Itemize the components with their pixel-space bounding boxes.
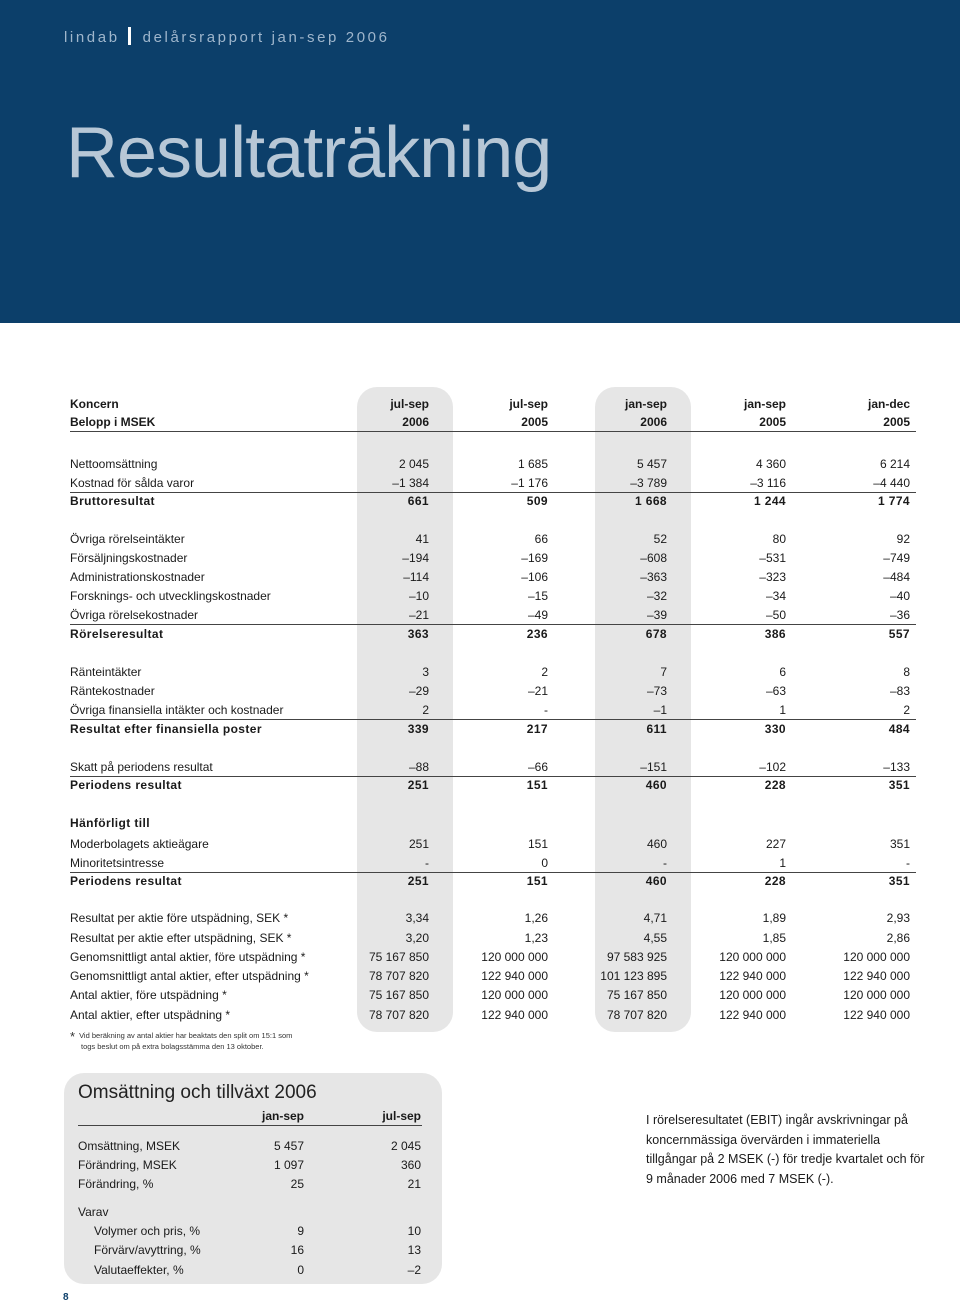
growth-header-cell: jan-sep xyxy=(261,1109,304,1123)
row-value: 251 xyxy=(407,778,429,792)
growth-label: Omsättning, MSEK xyxy=(78,1139,181,1153)
row-value: 122 940 000 xyxy=(719,969,786,983)
row-label: Periodens resultat xyxy=(70,778,182,792)
row-value: 363 xyxy=(407,627,429,641)
growth-label: Förändring, MSEK xyxy=(78,1158,177,1172)
header-band xyxy=(0,0,960,323)
row-value: 2 xyxy=(903,703,910,717)
growth-row xyxy=(78,1156,422,1175)
header-cell: 2006 xyxy=(402,415,429,429)
growth-label: Varav xyxy=(78,1205,109,1219)
growth-value: 10 xyxy=(407,1224,421,1238)
row-value: 351 xyxy=(889,837,910,851)
growth-row xyxy=(78,1203,422,1222)
row-value: 122 940 000 xyxy=(843,1008,910,1022)
row-value: 52 xyxy=(653,532,667,546)
row-value: 122 940 000 xyxy=(481,969,548,983)
row-value: –34 xyxy=(765,589,786,603)
growth-value: 13 xyxy=(407,1243,421,1257)
row-value: 92 xyxy=(896,532,910,546)
row-value: 251 xyxy=(407,874,429,888)
row-value: 6 xyxy=(779,665,786,679)
row-value: –169 xyxy=(521,551,548,565)
row-value: –114 xyxy=(403,570,429,584)
growth-row xyxy=(78,1137,422,1156)
row-value: 120 000 000 xyxy=(843,950,910,964)
row-value: –1 176 xyxy=(511,476,548,490)
row-label: Räntekostnader xyxy=(70,684,155,698)
row-label: Genomsnittligt antal aktier, efter utspädning * xyxy=(70,969,309,983)
row-value: 75 167 850 xyxy=(368,988,429,1002)
row-value: 7 xyxy=(660,665,667,679)
row-value: 78 707 820 xyxy=(606,1008,667,1022)
row-value: 1 685 xyxy=(517,457,548,471)
row-label: Försäljningskostnader xyxy=(70,551,188,565)
row-value: 460 xyxy=(645,874,667,888)
header-label: Koncern xyxy=(70,397,119,411)
row-value: 8 xyxy=(903,665,910,679)
table-row xyxy=(70,568,916,587)
row-value: - xyxy=(425,856,429,870)
row-value: –21 xyxy=(408,608,429,622)
table-row xyxy=(70,967,916,986)
growth-value: 1 097 xyxy=(273,1158,304,1172)
row-value: –73 xyxy=(646,684,667,698)
row-value: - xyxy=(544,703,548,717)
row-value: 228 xyxy=(764,874,786,888)
row-label: Periodens resultat xyxy=(70,874,182,888)
row-value: –323 xyxy=(759,570,786,584)
row-label: Bruttoresultat xyxy=(70,494,155,508)
row-value: 151 xyxy=(526,874,548,888)
row-value: –363 xyxy=(640,570,667,584)
row-value: –4 440 xyxy=(873,476,910,490)
table-row xyxy=(70,835,916,854)
growth-value: 360 xyxy=(400,1158,421,1172)
row-value: 228 xyxy=(764,778,786,792)
row-value: 1,23 xyxy=(524,931,548,945)
row-value: 78 707 820 xyxy=(368,1008,429,1022)
row-value: –3 789 xyxy=(630,476,667,490)
table-row xyxy=(70,492,916,511)
row-label: Resultat efter finansiella poster xyxy=(70,722,262,736)
row-value: 236 xyxy=(526,627,548,641)
row-value: –151 xyxy=(640,760,667,774)
row-label: Antal aktier, efter utspädning * xyxy=(70,1008,231,1022)
growth-header-row xyxy=(78,1107,422,1126)
row-value: –1 384 xyxy=(392,476,429,490)
row-value: 1 244 xyxy=(753,494,786,508)
row-value: –133 xyxy=(883,760,910,774)
row-value: 2,86 xyxy=(886,931,910,945)
row-value: –36 xyxy=(889,608,910,622)
growth-row xyxy=(78,1222,422,1241)
table-row xyxy=(70,474,916,493)
row-value: 386 xyxy=(764,627,786,641)
row-value: 78 707 820 xyxy=(368,969,429,983)
row-value: 101 123 895 xyxy=(600,969,667,983)
row-value: 120 000 000 xyxy=(719,988,786,1002)
growth-value: 5 457 xyxy=(273,1139,304,1153)
page-number: 8 xyxy=(63,1292,69,1303)
row-label: Övriga rörelseintäkter xyxy=(70,532,185,546)
header-cell: 2006 xyxy=(640,415,667,429)
row-value: 3,34 xyxy=(405,911,429,925)
row-value: –749 xyxy=(883,551,910,565)
row-value: –32 xyxy=(646,589,667,603)
row-value: 4 360 xyxy=(755,457,786,471)
row-value: –83 xyxy=(889,684,910,698)
row-value: –21 xyxy=(527,684,548,698)
header-cell: jan-dec xyxy=(867,397,910,411)
row-value: 1,85 xyxy=(762,931,786,945)
table-row xyxy=(70,625,916,644)
row-value: 120 000 000 xyxy=(719,950,786,964)
row-label: Kostnad för sålda varor xyxy=(70,476,195,490)
row-value: - xyxy=(663,856,667,870)
row-value: 120 000 000 xyxy=(843,988,910,1002)
row-label: Övriga rörelsekostnader xyxy=(70,608,199,622)
row-label: Genomsnittligt antal aktier, före utspädning * xyxy=(70,950,306,964)
growth-label: Valutaeffekter, % xyxy=(94,1263,184,1277)
row-value: 120 000 000 xyxy=(481,950,548,964)
row-value: 4,55 xyxy=(643,931,667,945)
row-value: 460 xyxy=(646,837,667,851)
row-value: 1,89 xyxy=(762,911,786,925)
row-value: 3 xyxy=(422,665,429,679)
table-row xyxy=(70,986,916,1005)
table-header-row xyxy=(70,413,916,432)
header-cell: 2005 xyxy=(759,415,786,429)
header-label: Belopp i MSEK xyxy=(70,415,156,429)
row-value: –63 xyxy=(765,684,786,698)
brand-line xyxy=(64,27,390,46)
table-row xyxy=(70,701,916,720)
row-value: 0 xyxy=(541,856,548,870)
growth-header-cell: jul-sep xyxy=(382,1109,421,1123)
row-value: 151 xyxy=(526,778,548,792)
row-value: 2,93 xyxy=(886,911,910,925)
table-row xyxy=(70,776,916,795)
row-value: –106 xyxy=(521,570,548,584)
report-subtitle: delårsrapport jan-sep 2006 xyxy=(142,29,390,46)
row-label: Skatt på periodens resultat xyxy=(70,760,213,774)
footnote-line: togs beslut om på extra bolagsstämma den 13 oktober. xyxy=(81,1042,264,1051)
row-value: 484 xyxy=(888,722,910,736)
row-value: 339 xyxy=(407,722,429,736)
row-value: - xyxy=(906,856,910,870)
growth-value: 0 xyxy=(297,1263,304,1277)
row-value: 75 167 850 xyxy=(606,988,667,1002)
growth-value: 9 xyxy=(297,1224,304,1238)
row-value: 330 xyxy=(764,722,786,736)
row-value: –29 xyxy=(408,684,429,698)
row-value: 6 214 xyxy=(879,457,910,471)
row-value: 557 xyxy=(888,627,910,641)
row-value: 122 940 000 xyxy=(481,1008,548,1022)
growth-title: Omsättning och tillväxt 2006 xyxy=(78,1082,317,1103)
row-value: 1 668 xyxy=(634,494,667,508)
growth-label: Volymer och pris, % xyxy=(94,1224,201,1238)
growth-value: 25 xyxy=(290,1177,304,1191)
row-value: 80 xyxy=(772,532,786,546)
row-label: Ränteintäkter xyxy=(70,665,142,679)
growth-row xyxy=(78,1175,422,1194)
row-value: –49 xyxy=(527,608,548,622)
row-value: 351 xyxy=(888,874,910,888)
row-value: 611 xyxy=(646,722,667,736)
row-value: 1 774 xyxy=(877,494,910,508)
ebit-note: I rörelseresultatet (EBIT) ingår avskrivningar på koncernmässiga övervärden i immateriella tillgångar på 2 MSEK (-) för tredje kvartalet och för 9 månader 2006 med 7 MSEK (-). xyxy=(646,1113,925,1186)
growth-label: Förvärv/avyttring, % xyxy=(94,1243,201,1257)
row-value: 2 xyxy=(541,665,548,679)
row-label: Resultat per aktie efter utspädning, SEK * xyxy=(70,931,292,945)
row-value: 2 045 xyxy=(398,457,429,471)
row-value: –1 xyxy=(653,703,667,717)
header-cell: jan-sep xyxy=(624,397,667,411)
row-label: Moderbolagets aktieägare xyxy=(70,837,209,851)
header-cell: jul-sep xyxy=(509,397,548,411)
table-row xyxy=(70,1006,916,1025)
row-value: –608 xyxy=(640,551,667,565)
row-value: 217 xyxy=(526,722,548,736)
table-row xyxy=(70,872,916,891)
header-cell: 2005 xyxy=(883,415,910,429)
row-value: –66 xyxy=(527,760,548,774)
row-value: –50 xyxy=(765,608,786,622)
growth-row xyxy=(78,1241,422,1260)
row-label: Minoritetsintresse xyxy=(70,856,165,870)
table-row xyxy=(70,758,916,777)
growth-value: 21 xyxy=(407,1177,421,1191)
footnote-asterisk: * xyxy=(70,1029,76,1044)
table-row xyxy=(70,530,916,549)
row-value: 5 457 xyxy=(636,457,667,471)
table-row xyxy=(70,909,916,928)
row-value: –88 xyxy=(408,760,429,774)
row-label: Nettoomsättning xyxy=(70,457,158,471)
row-value: 151 xyxy=(527,837,548,851)
row-value: 75 167 850 xyxy=(368,950,429,964)
row-value: 1 xyxy=(779,856,786,870)
row-value: –531 xyxy=(759,551,786,565)
row-label: Resultat per aktie före utspädning, SEK * xyxy=(70,911,289,925)
row-value: 460 xyxy=(645,778,667,792)
row-label: Hänförligt till xyxy=(70,816,150,830)
row-label: Övriga finansiella intäkter och kostnader xyxy=(70,703,284,717)
row-value: –102 xyxy=(759,760,786,774)
table-row xyxy=(70,720,916,739)
growth-value: –2 xyxy=(407,1263,421,1277)
table-row xyxy=(70,854,916,873)
row-value: 1 xyxy=(779,703,786,717)
row-value: –484 xyxy=(883,570,910,584)
table-header-row xyxy=(70,395,916,414)
row-value: –40 xyxy=(889,589,910,603)
table-row xyxy=(70,682,916,701)
row-value: 4,71 xyxy=(643,911,667,925)
table-row xyxy=(70,929,916,948)
growth-value: 16 xyxy=(290,1243,304,1257)
row-value: 251 xyxy=(408,837,429,851)
row-value: 97 583 925 xyxy=(606,950,667,964)
page-title: Resultaträkning xyxy=(66,113,552,193)
table-row xyxy=(70,549,916,568)
table-row xyxy=(70,455,916,474)
row-value: 122 940 000 xyxy=(719,1008,786,1022)
header-cell: jan-sep xyxy=(743,397,786,411)
table-row xyxy=(70,663,916,682)
row-value: –10 xyxy=(408,589,429,603)
table-row xyxy=(70,606,916,625)
brand-name: lindab xyxy=(64,29,120,46)
row-value: 351 xyxy=(888,778,910,792)
row-value: 3,20 xyxy=(405,931,429,945)
growth-value: 2 045 xyxy=(390,1139,421,1153)
row-value: 1,26 xyxy=(524,911,548,925)
row-value: –39 xyxy=(646,608,667,622)
header-cell: 2005 xyxy=(521,415,548,429)
row-label: Administrationskostnader xyxy=(70,570,205,584)
row-value: 661 xyxy=(407,494,429,508)
row-value: 66 xyxy=(534,532,548,546)
table-row xyxy=(70,587,916,606)
table-row xyxy=(70,814,916,833)
row-label: Antal aktier, före utspädning * xyxy=(70,988,227,1002)
row-value: –194 xyxy=(402,551,429,565)
growth-label: Förändring, % xyxy=(78,1177,154,1191)
table-row xyxy=(70,948,916,967)
row-value: 122 940 000 xyxy=(843,969,910,983)
header-cell: jul-sep xyxy=(390,397,429,411)
row-label: Rörelseresultat xyxy=(70,627,164,641)
footnote-line: Vid beräkning av antal aktier har beaktats den split om 15:1 som xyxy=(79,1031,293,1040)
row-value: 41 xyxy=(415,532,429,546)
row-value: –3 116 xyxy=(750,476,786,490)
footnote xyxy=(70,1031,292,1052)
row-value: 509 xyxy=(526,494,548,508)
row-value: –15 xyxy=(527,589,548,603)
row-value: 120 000 000 xyxy=(481,988,548,1002)
row-value: 2 xyxy=(422,703,429,717)
row-value: 678 xyxy=(645,627,667,641)
growth-row xyxy=(78,1261,422,1280)
row-label: Forsknings- och utvecklingskostnader xyxy=(70,589,271,603)
row-value: 227 xyxy=(765,837,786,851)
brand-separator xyxy=(128,27,131,45)
